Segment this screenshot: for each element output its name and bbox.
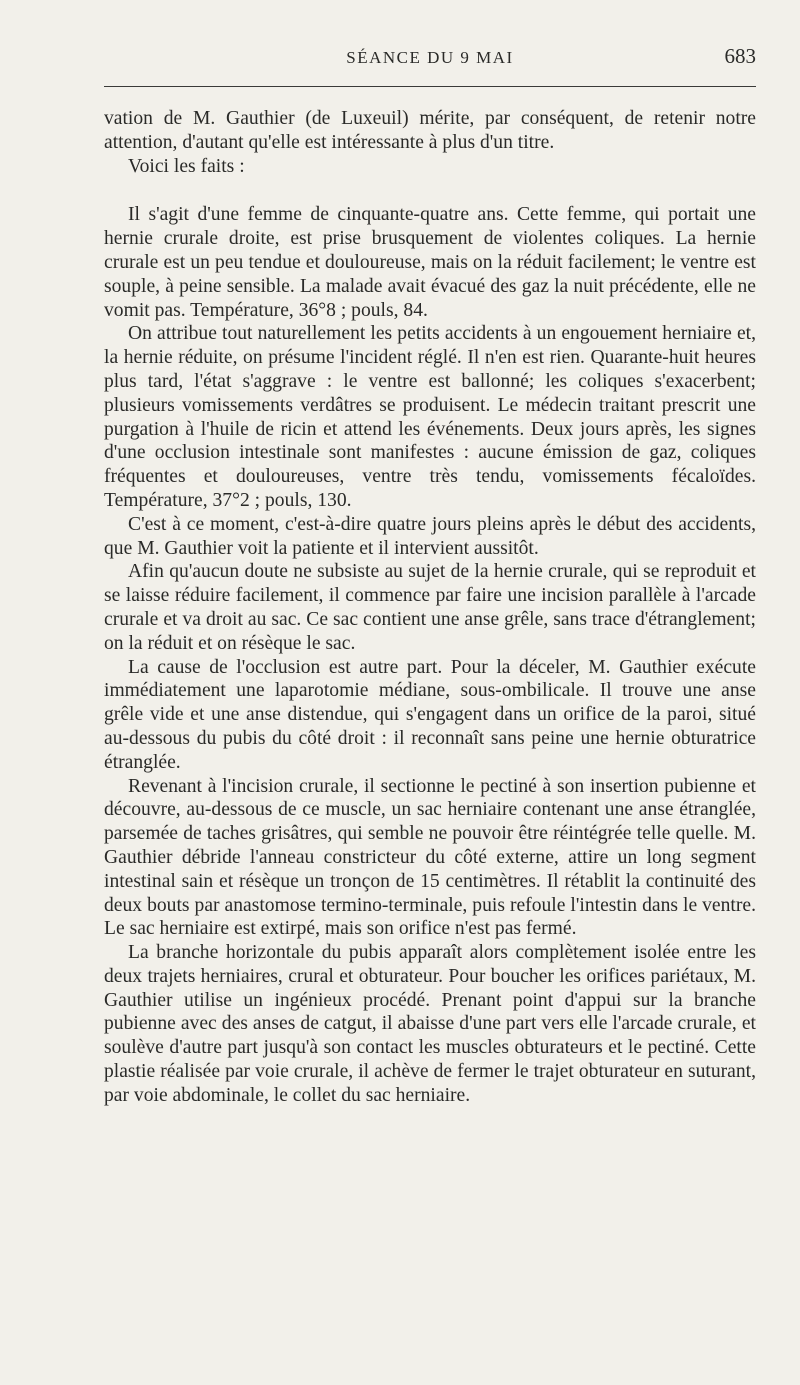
- paragraph: On attribue tout naturellement les petits accidents à un engouement herniaire et, la hernie réduite, on présume l'incident réglé. Il n'en est rien. Quarante-huit heures plus tard, l'état s'aggrave : le ventre est ballonné; les coliques s'exacerbent; plusieurs vomissements verdâtres se produisent. Le médecin traitant prescrit une purgation à l'huile de ricin et attend les événements. Deux jours après, les signes d'une occlusion intestinale sont manifestes : aucune émission de gaz, coliques fréquentes et douloureuses, ventre très tendu, vomissements fécaloïdes. Température, 37°2 ; pouls, 130.: [104, 323, 756, 511]
- paragraph: Afin qu'aucun doute ne subsiste au sujet de la hernie crurale, qui se reproduit et se laisse réduire facilement, il commence par faire une incision parallèle à l'arcade crurale et va droit au sac. Ce sac contient une anse grêle, sans trace d'étranglement; on la réduit et on résèque le sac.: [104, 561, 756, 654]
- paragraph: C'est à ce moment, c'est-à-dire quatre jours pleins après le début des accidents, que M. Gauthier voit la patiente et il intervient aussitôt.: [104, 513, 756, 559]
- paragraph: Il s'agit d'une femme de cinquante-quatre ans. Cette femme, qui portait une hernie crurale droite, est prise brusquement de violentes coliques. La hernie crurale est un peu tendue et douloureuse, mais on la réduit facilement; le ventre est souple, à peine sensible. La malade avait évacué des gaz la nuit précédente, elle ne vomit pas. Température, 36°8 ; pouls, 84.: [104, 204, 756, 321]
- page-number: 683: [724, 44, 756, 68]
- body-text: [104, 107, 756, 1108]
- paragraph: La cause de l'occlusion est autre part. Pour la déceler, M. Gauthier exécute immédiatement une laparotomie médiane, sous-ombilicale. Il trouve une anse grêle vide et une anse distendue, qui s'engagent dans un orifice de la paroi, situé au-dessous du pubis du côté droit : il reconnaît sans peine une hernie obturatrice étranglée.: [104, 656, 756, 773]
- paragraph-intro: Voici les faits :: [128, 155, 245, 177]
- paragraph: Revenant à l'incision crurale, il sectionne le pectiné à son insertion pubienne et découvre, au-dessous de ce muscle, un sac herniaire contenant une anse étranglée, parsemée de taches grisâtres, qui semble ne pouvoir être réintégrée telle quelle. M. Gauthier débride l'anneau constricteur du côté externe, attire un long segment intestinal sain et résèque un tronçon de 15 centimètres. Il rétablit la continuité des deux bouts par anastomose termino-terminale, puis refoule l'intestin dans le ventre. Le sac herniaire est extirpé, mais son orifice n'est pas fermé.: [104, 775, 756, 940]
- page-header: [104, 44, 756, 70]
- header-rule: [104, 86, 756, 87]
- paragraph: La branche horizontale du pubis apparaît alors complètement isolée entre les deux trajets herniaires, crural et obturateur. Pour boucher les orifices pariétaux, M. Gauthier utilise un ingénieux procédé. Prenant point d'appui sur la branche pubienne avec des anses de catgut, il abaisse d'une part vers elle l'arcade crurale, et soulève d'autre part jusqu'à son contact les muscles obturateurs et le pectiné. Cette plastie réalisée par voie crurale, il achève de fermer le trajet obturateur en suturant, par voie abdominale, le collet du sac herniaire.: [104, 942, 756, 1106]
- running-title: SÉANCE DU 9 MAI: [346, 48, 514, 67]
- paragraph-continuation: vation de M. Gauthier (de Luxeuil) mérite, par conséquent, de retenir notre attention, d'autant qu'elle est intéressante à plus d'un titre.: [104, 108, 756, 153]
